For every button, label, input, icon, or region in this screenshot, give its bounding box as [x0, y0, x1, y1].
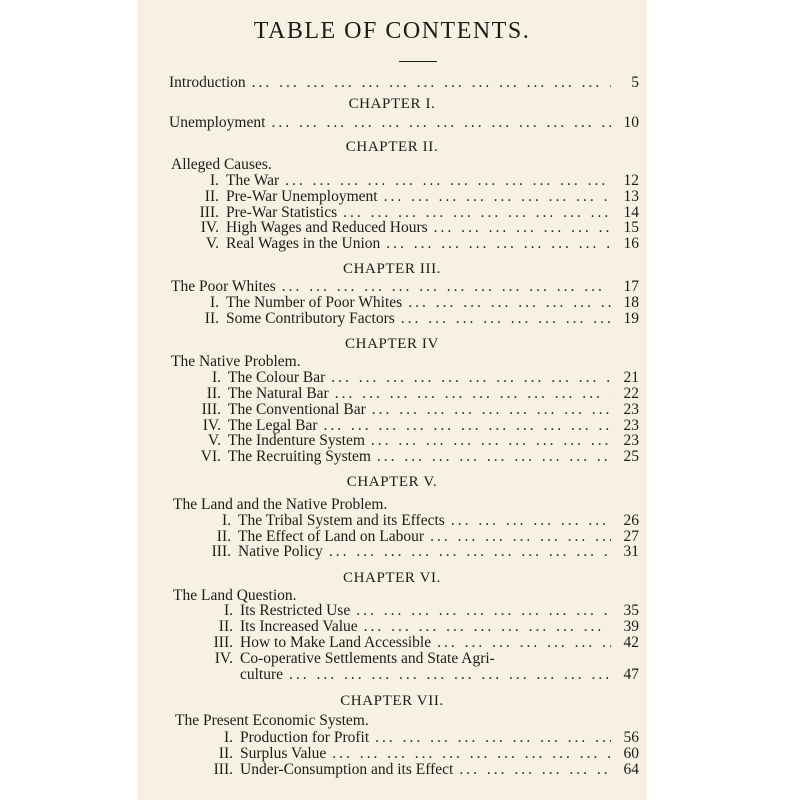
- leader-dots: [386, 235, 611, 253]
- entry-number: IV.: [200, 219, 219, 236]
- entry-label: Surplus Value: [240, 745, 327, 762]
- leader-dots: [289, 666, 611, 684]
- entry-page: 17: [623, 278, 639, 295]
- entry-page: 22: [623, 385, 639, 402]
- entry-page: 31: [623, 543, 639, 560]
- entry-label: Pre-War Statistics: [226, 204, 338, 221]
- entry-page: 13: [623, 188, 639, 205]
- entry-page: 60: [623, 745, 639, 762]
- entry-page: 21: [623, 369, 639, 386]
- entry-label: The Indenture System: [228, 432, 365, 449]
- entry-number: I.: [221, 512, 231, 529]
- entry-label: The Tribal System and its Effects: [238, 512, 445, 529]
- entry-label: The Recruiting System: [228, 448, 371, 465]
- leader-dots: [377, 448, 611, 466]
- entry-page: 56: [623, 729, 639, 746]
- entry-label: The Poor Whites: [171, 278, 276, 295]
- leader-dots: [252, 74, 611, 92]
- entry-page: 10: [623, 114, 639, 131]
- entry-page: 14: [623, 204, 639, 221]
- toc-entry: [193, 448, 639, 466]
- toc-entry: [191, 235, 639, 253]
- entry-number: I.: [209, 294, 219, 311]
- entry-number: IV.: [202, 417, 221, 434]
- entry-page: 64: [623, 761, 639, 778]
- leader-dots: [459, 761, 611, 779]
- chapter-heading: CHAPTER VII.: [340, 693, 444, 709]
- entry-number: III.: [213, 761, 233, 778]
- chapter-heading: CHAPTER IV: [345, 336, 439, 352]
- entry-number: I.: [209, 172, 219, 189]
- entry-page: 12: [623, 172, 639, 189]
- section-group-title: Alleged Causes.: [171, 156, 272, 173]
- chapter-heading: CHAPTER II.: [345, 139, 439, 155]
- entry-page: 16: [623, 235, 639, 252]
- chapter-heading: CHAPTER V.: [346, 474, 438, 490]
- entry-number: VI.: [200, 448, 221, 465]
- entry-label: Its Restricted Use: [240, 602, 351, 619]
- entry-page: 19: [623, 310, 639, 327]
- section-group-title: The Present Economic System.: [175, 712, 369, 729]
- entry-label: The Number of Poor Whites: [226, 294, 403, 311]
- entry-label: The Conventional Bar: [228, 401, 366, 418]
- entry-number: III.: [213, 634, 233, 651]
- entry-label: The War: [226, 172, 280, 189]
- entry-number: II.: [218, 745, 233, 762]
- section-group-title: The Land Question.: [173, 587, 297, 604]
- entry-label: Real Wages in the Union: [226, 235, 381, 252]
- entry-number: I.: [223, 602, 233, 619]
- entry-number: II.: [204, 310, 219, 327]
- entry-page: 27: [623, 528, 639, 545]
- entry-number: II.: [204, 188, 219, 205]
- leader-dots: [329, 543, 611, 561]
- entry-page: 23: [623, 401, 639, 418]
- entry-page: 5: [631, 74, 639, 91]
- entry-number: II.: [218, 618, 233, 635]
- title-rule: [399, 61, 437, 62]
- entry-page: 35: [623, 602, 639, 619]
- entry-page: 23: [623, 432, 639, 449]
- entry-label: The Legal Bar: [228, 417, 318, 434]
- entry-label: Unemployment: [169, 114, 266, 131]
- entry-label: The Natural Bar: [228, 385, 329, 402]
- entry-page: 26: [623, 512, 639, 529]
- entry-label: Pre-War Unemployment: [226, 188, 378, 205]
- entry-page: 25: [623, 448, 639, 465]
- toc-entry-continued: [240, 666, 639, 684]
- entry-page: 47: [623, 666, 639, 683]
- toc-entry-introduction: [169, 74, 639, 92]
- chapter-heading: CHAPTER VI.: [343, 570, 441, 586]
- entry-number: III.: [211, 543, 231, 560]
- toc-entry: [205, 761, 639, 779]
- page-title: TABLE OF CONTENTS.: [253, 18, 531, 44]
- entry-label: How to Make Land Accessible: [240, 634, 432, 651]
- entry-label: Production for Profit: [240, 729, 370, 746]
- entry-label: The Colour Bar: [228, 369, 326, 386]
- entry-label: The Effect of Land on Labour: [238, 528, 425, 545]
- entry-number: V.: [205, 235, 219, 252]
- chapter-heading: CHAPTER III.: [342, 261, 442, 277]
- entry-number: IV.: [214, 650, 233, 667]
- leader-dots: [271, 114, 611, 132]
- book-page: [137, 0, 647, 800]
- entry-label: Some Contributory Factors: [226, 310, 395, 327]
- leader-dots: [401, 310, 611, 328]
- entry-number: III.: [199, 204, 219, 221]
- entry-label: Its Increased Value: [240, 618, 358, 635]
- entry-page: 39: [623, 618, 639, 635]
- section-group-title: The Land and the Native Problem.: [173, 496, 388, 513]
- entry-page: 18: [623, 294, 639, 311]
- entry-number: I.: [211, 369, 221, 386]
- entry-number: III.: [201, 401, 221, 418]
- entry-page: 15: [623, 219, 639, 236]
- section-group-title: The Native Problem.: [171, 353, 301, 370]
- chapter-heading: CHAPTER I.: [348, 96, 436, 112]
- entry-page: 42: [623, 634, 639, 651]
- entry-page: 23: [623, 417, 639, 434]
- toc-entry: [191, 310, 639, 328]
- toc-entry: [203, 543, 639, 561]
- entry-label: Co-operative Settlements and State Agri-: [240, 650, 495, 667]
- entry-number: II.: [216, 528, 231, 545]
- entry-label: Under-Consumption and its Effect: [240, 761, 454, 778]
- entry-number: II.: [206, 385, 221, 402]
- entry-number: I.: [223, 729, 233, 746]
- entry-number: V.: [207, 432, 221, 449]
- entry-label: Native Policy: [238, 543, 323, 560]
- entry-label: High Wages and Reduced Hours: [226, 219, 428, 236]
- entry-label: Introduction: [169, 74, 246, 91]
- toc-entry: [169, 114, 639, 132]
- entry-label-continued: culture: [240, 666, 284, 683]
